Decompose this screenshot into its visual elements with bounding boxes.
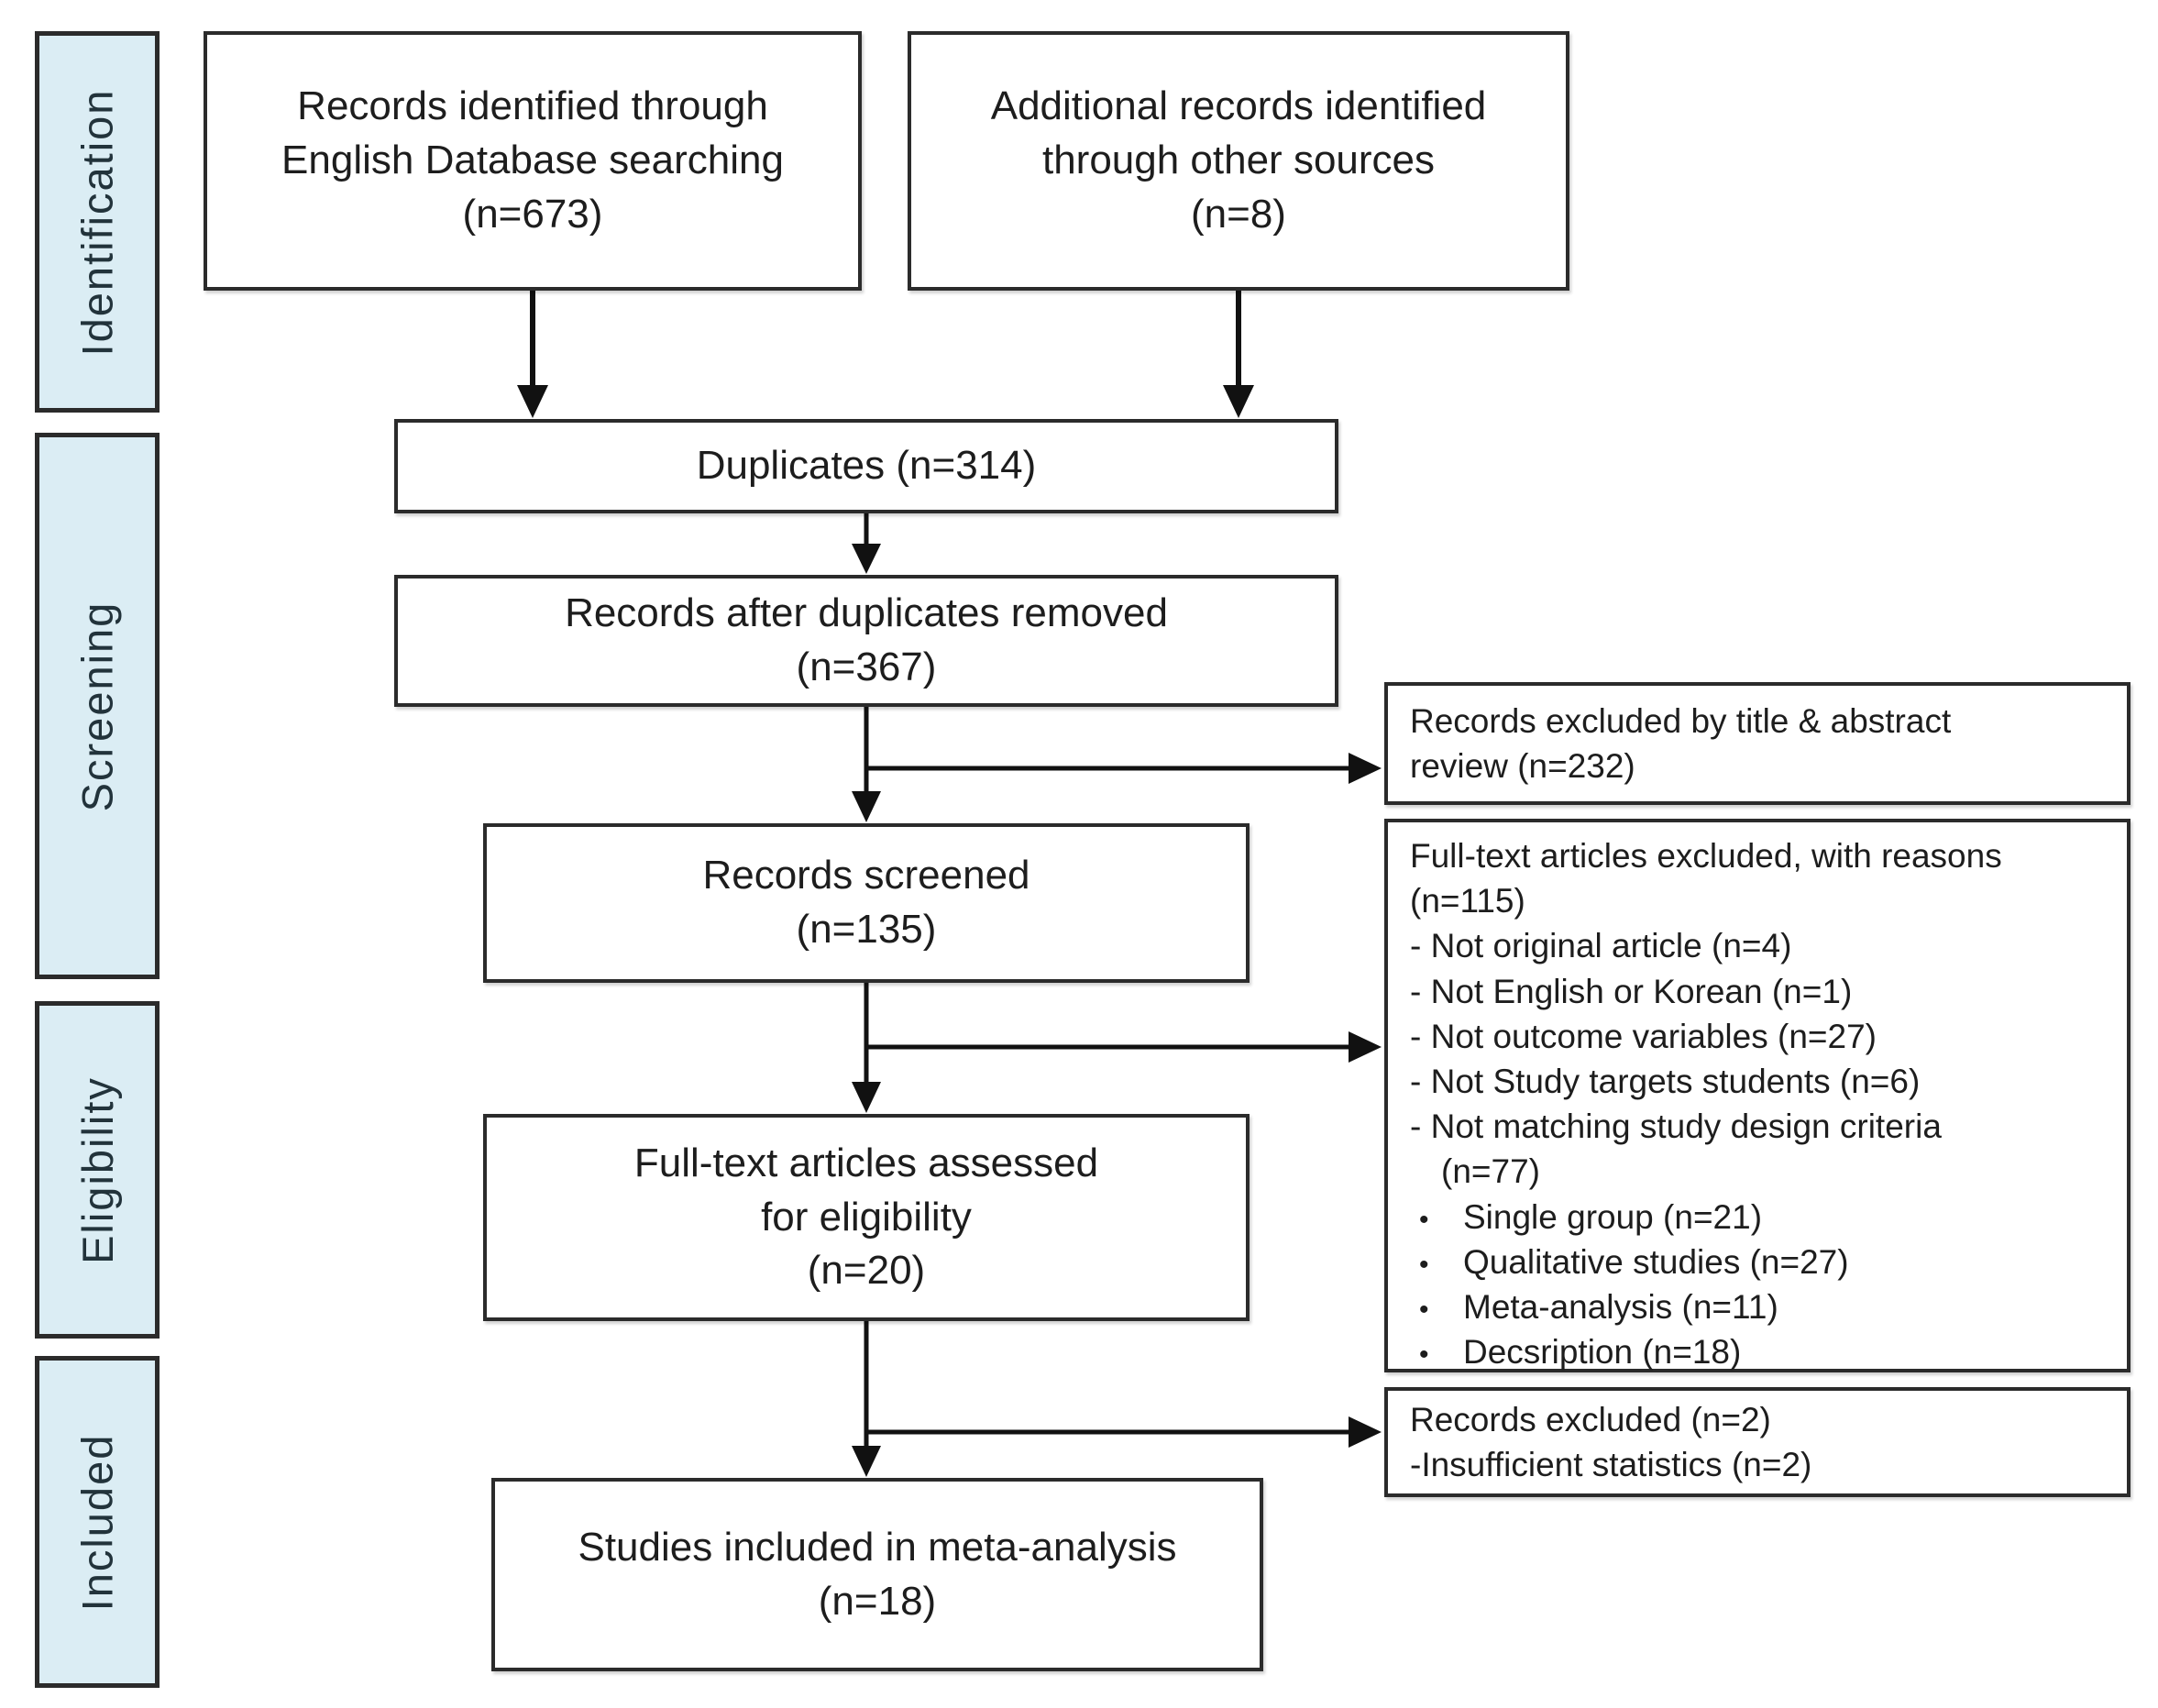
reason-sub-item-label: Meta-analysis (n=11) (1463, 1288, 1778, 1327)
stage-included (35, 1356, 160, 1688)
arrow-screened-to-fulltext (852, 983, 881, 1113)
reason-item: - Not original article (n=4) (1410, 927, 1792, 965)
box-records-identified-line: Records identified through (297, 83, 768, 129)
box-fulltext-excluded-reasons (1384, 819, 2130, 1372)
reason-sub-item (1410, 1240, 2118, 1284)
box-excluded-title-abstract-line: Records excluded by title & abstract (1410, 701, 1952, 740)
arrow-afterduplicates-to-screened (852, 707, 881, 822)
reason-sub-item-label: Qualitative studies (n=27) (1463, 1242, 1849, 1281)
box-fulltext-assessed-line: for eligibility (761, 1194, 972, 1240)
arrow-additional-to-duplicates (1223, 291, 1254, 418)
bullet-icon: • (1419, 1204, 1429, 1235)
arrow-branch-title-abstract-excluded (864, 753, 1382, 784)
arrow-fulltext-to-included (852, 1321, 881, 1477)
box-after-duplicates-count: (n=367) (796, 645, 937, 689)
box-records-excluded-line: Records excluded (n=2) (1410, 1400, 1771, 1438)
reason-sub-item-label: Single group (n=21) (1463, 1197, 1763, 1236)
stage-eligibility (35, 1001, 160, 1339)
reason-item: - Not Study targets students (n=6) (1410, 1063, 1921, 1101)
box-records-identified-count: (n=673) (462, 191, 603, 237)
reason-sub-item (1410, 1284, 2118, 1329)
stage-screening-label: Screening (72, 601, 122, 811)
box-records-screened-count: (n=135) (796, 907, 937, 952)
arrow-duplicates-to-afterduplicates (852, 513, 881, 574)
reason-item: - Not matching study design criteria (1410, 1107, 1942, 1146)
box-records-identified-line: English Database searching (281, 138, 784, 183)
bullet-icon: • (1419, 1249, 1429, 1280)
reason-sub-item-label: Decsription (n=18) (1463, 1333, 1742, 1372)
box-excluded-title-abstract (1384, 682, 2130, 805)
box-studies-included-line: Studies included in meta-analysis (578, 1524, 1177, 1570)
reason-item-continuation: (n=77) (1441, 1152, 1540, 1191)
box-records-screened (483, 823, 1250, 983)
box-additional-records-line: Additional records identified (990, 83, 1487, 129)
reason-sub-item (1410, 1195, 2118, 1240)
box-studies-included-count: (n=18) (818, 1578, 937, 1624)
box-after-duplicates (394, 575, 1338, 707)
arrow-branch-insufficient-excluded (864, 1416, 1382, 1448)
reason-item: - Not English or Korean (n=1) (1410, 972, 1853, 1010)
reason-item: - Not outcome variables (n=27) (1410, 1017, 1877, 1055)
stage-screening (35, 433, 160, 979)
box-after-duplicates-line: Records after duplicates removed (565, 590, 1168, 636)
box-duplicates-line: Duplicates (n=314) (696, 443, 1037, 489)
reasons-header-count: (n=115) (1410, 882, 1525, 920)
stage-included-label: Included (72, 1433, 122, 1611)
reasons-header-line: Full-text articles excluded, with reasons (1410, 837, 2002, 875)
box-insufficient-statistics-line: -Insufficient statistics (n=2) (1410, 1446, 1812, 1483)
box-additional-records-count: (n=8) (1191, 191, 1286, 237)
box-records-excluded-insufficient (1384, 1387, 2130, 1497)
box-duplicates (394, 419, 1338, 513)
box-fulltext-assessed-count: (n=20) (807, 1248, 926, 1294)
stage-identification (35, 31, 160, 413)
box-studies-included (491, 1478, 1263, 1671)
arrow-branch-fulltext-excluded (864, 1031, 1382, 1063)
reason-sub-item (1410, 1329, 2118, 1374)
box-records-screened-line: Records screened (702, 853, 1030, 898)
bullet-icon: • (1419, 1295, 1429, 1326)
box-fulltext-assessed-line: Full-text articles assessed (633, 1140, 1099, 1185)
stage-identification-label: Identification (72, 88, 122, 356)
box-additional-records (908, 31, 1569, 291)
box-records-identified (204, 31, 862, 291)
box-fulltext-assessed (483, 1114, 1250, 1321)
stage-eligibility-label: Eligibility (72, 1075, 122, 1264)
arrow-identified-to-duplicates (517, 291, 548, 418)
box-additional-records-line: through other sources (1041, 138, 1436, 183)
box-excluded-title-abstract-count: review (n=232) (1410, 747, 1635, 785)
bullet-icon: • (1419, 1339, 1429, 1371)
